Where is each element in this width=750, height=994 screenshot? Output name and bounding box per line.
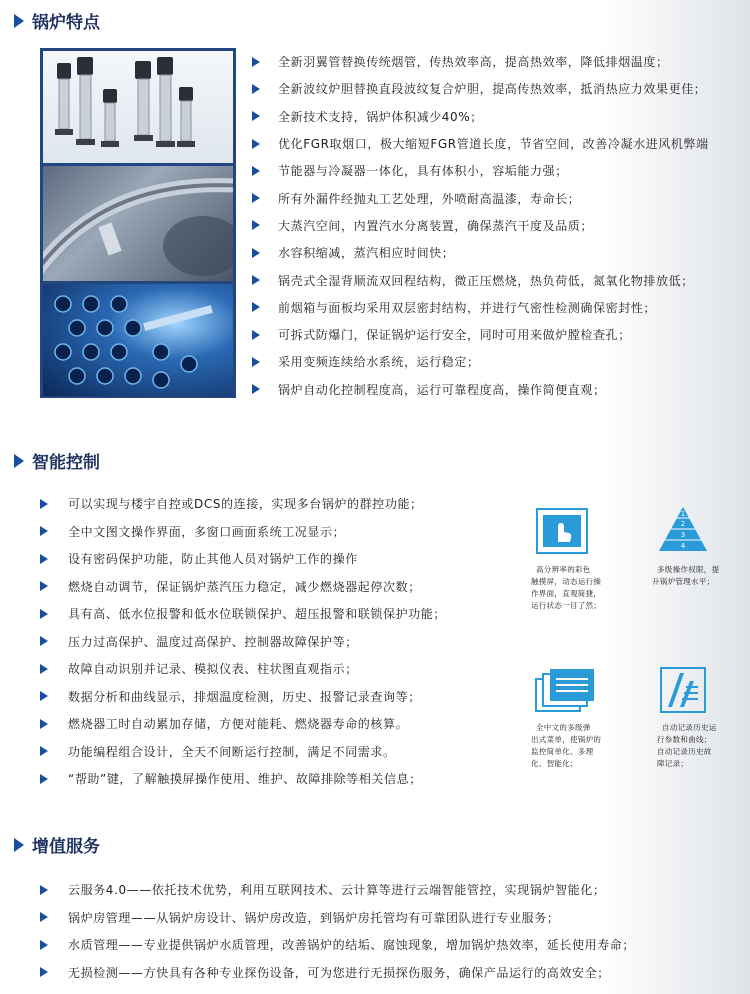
pyramid-level-label: 2: [680, 520, 686, 528]
triangle-bullet-icon: [14, 838, 24, 852]
list-item: 所有外漏件经抛丸工艺处理，外喷耐高温漆，寿命长；: [252, 184, 709, 211]
triangle-bullet-icon: [40, 581, 48, 591]
list-item: 大蒸汽空间，内置汽水分离装置，确保蒸汽干度及品质；: [252, 212, 709, 239]
triangle-bullet-icon: [40, 526, 48, 536]
list-item: 可拆式防爆门，保证锅炉运行安全，同时可用来做炉膛检查孔；: [252, 321, 709, 348]
triangle-bullet-icon: [14, 14, 24, 28]
triangle-bullet-icon: [252, 111, 260, 121]
list-item: 具有高、低水位报警和低水位联锁保护、超压报警和联锁保护功能；: [40, 600, 446, 628]
multi-window-icon: [534, 667, 596, 717]
list-item: 燃烧自动调节，保证锅炉蒸汽压力稳定，减少燃烧器起停次数；: [40, 573, 446, 601]
multi-window-caption: 全中文的多级弹 出式菜单，使锅炉的 监控简单化、多理 化、智能化；: [531, 723, 602, 768]
triangle-bullet-icon: [40, 636, 48, 646]
list-item: 无损检测——方快具有各种专业探伤设备，可为您进行无损探伤服务，确保产品运行的高效安全；: [40, 959, 635, 987]
product-photo-panel: [40, 48, 236, 398]
list-item: 采用变频连续给水系统，运行稳定；: [252, 348, 709, 375]
list-item: 水容积缩减，蒸汽相应时间快；: [252, 239, 709, 266]
list-item: 全中文图文操作界面，多窗口画面系统工况显示；: [40, 518, 446, 546]
section-title-control: [14, 448, 100, 473]
touch-screen-icon: [536, 508, 588, 558]
section-title-service: [14, 832, 100, 857]
list-item: 故障自动识别并记录、模拟仪表、柱状图直观指示；: [40, 655, 446, 683]
list-item: 优化FGR取烟口，极大缩短FGR管道长度，节省空间，改善冷凝水进风机弊端: [252, 130, 709, 157]
list-item: 前烟箱与面板均采用双层密封结构，并进行气密性检测确保密封性；: [252, 294, 709, 321]
triangle-bullet-icon: [40, 967, 48, 977]
pyramid-levels-caption: 多级操作权限，提 升锅炉管理水平；: [652, 565, 720, 586]
triangle-bullet-icon: [252, 57, 260, 67]
touch-screen-caption: 高分辨率的彩色 触摸屏，动态运行操 作界面，直观简捷， 运行状态一目了然；: [531, 565, 602, 610]
triangle-bullet-icon: [252, 330, 260, 340]
furnace-part-photo: [43, 166, 233, 281]
triangle-bullet-icon: [40, 554, 48, 564]
triangle-bullet-icon: [252, 84, 260, 94]
triangle-bullet-icon: [252, 166, 260, 176]
list-item: 锅壳式全湿背顺流双回程结构，微正压燃烧，热负荷低，氮氧化物排放低；: [252, 266, 709, 293]
section-title-text: 智能控制: [32, 453, 100, 473]
pyramid-level-label: 4: [680, 542, 686, 550]
list-item: 燃烧器工时自动累加存储，方便对能耗、燃烧器寿命的核算。: [40, 710, 446, 738]
pump-photo: [43, 51, 233, 163]
triangle-bullet-icon: [40, 609, 48, 619]
triangle-bullet-icon: [40, 746, 48, 756]
triangle-bullet-icon: [252, 193, 260, 203]
list-item: 可以实现与楼宇自控或DCS的连接，实现多台锅炉的群控功能；: [40, 490, 446, 518]
list-item: 全新波纹炉胆替换直段波纹复合炉胆，提高传热效率，抵消热应力效果更佳；: [252, 75, 709, 102]
triangle-bullet-icon: [40, 912, 48, 922]
list-item: 全新羽翼管替换传统烟管，传热效率高，提高热效率，降低排烟温度；: [252, 48, 709, 75]
triangle-bullet-icon: [14, 454, 24, 468]
pyramid-level-label: 1: [680, 510, 686, 518]
section-title-text: 增值服务: [32, 837, 100, 857]
triangle-bullet-icon: [40, 499, 48, 509]
control-list: [40, 490, 446, 793]
triangle-bullet-icon: [40, 885, 48, 895]
service-list: [40, 876, 635, 986]
triangle-bullet-icon: [40, 940, 48, 950]
tube-sheet-photo: [43, 284, 233, 396]
pyramid-levels-icon: [657, 505, 709, 557]
list-item: 压力过高保护、温度过高保护、控制器故障保护等；: [40, 628, 446, 656]
pyramid-level-label: 3: [680, 531, 686, 539]
list-item: 锅炉自动化控制程度高，运行可靠程度高，操作简便直观；: [252, 376, 709, 403]
features-list: [252, 48, 709, 403]
triangle-bullet-icon: [40, 774, 48, 784]
list-item: 锅炉房管理——从锅炉房设计、锅炉房改造，到锅炉房托管均有可靠团队进行专业服务；: [40, 904, 635, 932]
list-item: 节能器与冷凝器一体化，具有体积小，容垢能力强；: [252, 157, 709, 184]
list-item: 全新技术支持，锅炉体积减少40%；: [252, 103, 709, 130]
triangle-bullet-icon: [252, 220, 260, 230]
list-item: 数据分析和曲线显示，排烟温度检测，历史、报警记录查询等；: [40, 683, 446, 711]
triangle-bullet-icon: [40, 691, 48, 701]
triangle-bullet-icon: [252, 139, 260, 149]
list-item: 设有密码保护功能，防止其他人员对锅炉工作的操作: [40, 545, 446, 573]
triangle-bullet-icon: [40, 664, 48, 674]
triangle-bullet-icon: [252, 384, 260, 394]
history-record-icon: [660, 667, 706, 717]
triangle-bullet-icon: [252, 302, 260, 312]
triangle-bullet-icon: [252, 275, 260, 285]
list-item: 功能编程组合设计，全天不间断运行控制，满足不同需求。: [40, 738, 446, 766]
triangle-bullet-icon: [252, 248, 260, 258]
list-item: 水质管理——专业提供锅炉水质管理，改善锅炉的结垢、腐蚀现象，增加锅炉热效率，延长使用寿命；: [40, 931, 635, 959]
list-item: 云服务4.0——依托技术优势，利用互联网技术、云计算等进行云端智能管控，实现锅炉智能化；: [40, 876, 635, 904]
list-item: “帮助”键，了解触摸屏操作使用、维护、故障排除等相关信息；: [40, 765, 446, 793]
section-title-features: [14, 8, 100, 33]
section-title-text: 锅炉特点: [32, 13, 100, 33]
triangle-bullet-icon: [252, 357, 260, 367]
triangle-bullet-icon: [40, 719, 48, 729]
history-record-caption: 自动记录历史运 行参数和曲线； 自动记录历史故 障记录；: [657, 723, 717, 768]
